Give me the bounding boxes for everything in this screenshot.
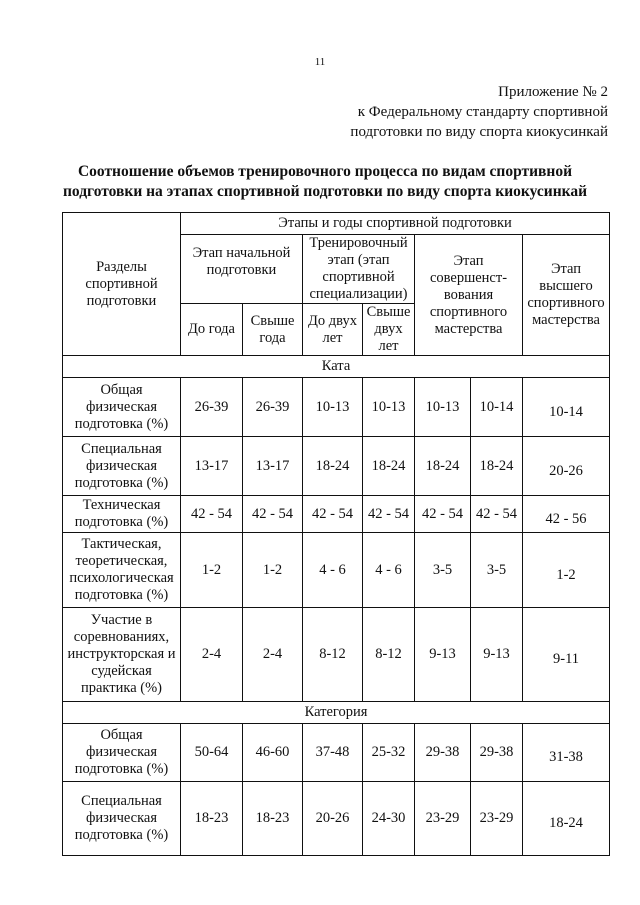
document-title [40, 162, 610, 202]
title-line-1: Соотношение объемов тренировочного процесса по видам спортивной [77, 163, 573, 180]
table-row [63, 496, 610, 533]
table-cell: 20-26 [303, 782, 363, 856]
table-cell: 13-17 [243, 437, 303, 496]
table-cell: 9-11 [523, 608, 610, 702]
row-label: Специальная физическая подготовка (%) [63, 437, 181, 496]
table-cell: 10-13 [303, 378, 363, 437]
table-cell: 3-5 [471, 533, 523, 608]
table-row [63, 437, 610, 496]
table-row [63, 378, 610, 437]
table-cell: 26-39 [181, 378, 243, 437]
table-row [63, 608, 610, 702]
section-kata: Ката [63, 356, 610, 378]
header-sections: Разделы спортивной подготовки [63, 213, 181, 356]
training-ratio-table [62, 212, 610, 856]
table-cell: 25-32 [363, 724, 415, 782]
table-cell: 4 - 6 [303, 533, 363, 608]
table-cell: 20-26 [523, 437, 610, 496]
table-cell: 42 - 54 [471, 496, 523, 533]
table-cell: 18-24 [471, 437, 523, 496]
section-category: Категория [63, 702, 610, 724]
table-cell: 42 - 56 [523, 496, 610, 533]
table-cell: 24-30 [363, 782, 415, 856]
table-cell: 13-17 [181, 437, 243, 496]
header-stage-improvement: Этап совершенст-вования спортивного мастерства [415, 235, 523, 356]
table-cell: 1-2 [523, 533, 610, 608]
table-cell: 1-2 [181, 533, 243, 608]
table-cell: 10-13 [363, 378, 415, 437]
title-line-2: подготовки на этапах спортивной подготовки по виду спорта киокусинкай [62, 183, 588, 200]
table-cell: 18-24 [523, 782, 610, 856]
appendix-line-3: подготовки по виду спорта киокусинкай [350, 124, 608, 140]
table-cell: 3-5 [415, 533, 471, 608]
header-over-year: Свыше года [243, 304, 303, 356]
table-cell: 2-4 [243, 608, 303, 702]
table-cell: 1-2 [243, 533, 303, 608]
header-stage-training: Тренировочный этап (этап спортивной специализации) [303, 235, 415, 304]
table-cell: 42 - 54 [415, 496, 471, 533]
table-cell: 8-12 [363, 608, 415, 702]
table-cell: 18-24 [363, 437, 415, 496]
table-cell: 42 - 54 [303, 496, 363, 533]
table-cell: 9-13 [415, 608, 471, 702]
table-cell: 10-14 [523, 378, 610, 437]
table-row [63, 533, 610, 608]
table-cell: 31-38 [523, 724, 610, 782]
table-cell: 8-12 [303, 608, 363, 702]
table-cell: 29-38 [471, 724, 523, 782]
header-stage-initial: Этап начальной подготовки [181, 235, 303, 304]
table-cell: 18-23 [243, 782, 303, 856]
table-cell: 37-48 [303, 724, 363, 782]
table-cell: 23-29 [471, 782, 523, 856]
table-cell: 42 - 54 [181, 496, 243, 533]
row-label: Специальная физическая подготовка (%) [63, 782, 181, 856]
header-stage-highest: Этап высшего спортивного мастерства [523, 235, 610, 356]
row-label: Тактическая, теоретическая, психологическая подготовка (%) [63, 533, 181, 608]
row-label: Общая физическая подготовка (%) [63, 724, 181, 782]
table-row [63, 782, 610, 856]
row-label: Техническая подготовка (%) [63, 496, 181, 533]
table-cell: 10-13 [415, 378, 471, 437]
table-cell: 42 - 54 [363, 496, 415, 533]
appendix-line-1: Приложение № 2 [498, 84, 608, 100]
header-over-two-years: Свыше двух лет [363, 304, 415, 356]
table-cell: 23-29 [415, 782, 471, 856]
page-number: 11 [314, 56, 326, 68]
table-cell: 29-38 [415, 724, 471, 782]
row-label: Общая физическая подготовка (%) [63, 378, 181, 437]
appendix-line-2: к Федеральному стандарту спортивной [357, 104, 608, 120]
table-cell: 18-23 [181, 782, 243, 856]
category-rows [63, 724, 610, 856]
table-cell: 50-64 [181, 724, 243, 782]
header-up-to-year: До года [181, 304, 243, 356]
table-cell: 18-24 [415, 437, 471, 496]
header-up-to-two-years: До двух лет [303, 304, 363, 356]
table-cell: 42 - 54 [243, 496, 303, 533]
table-cell: 4 - 6 [363, 533, 415, 608]
header-stages-group: Этапы и годы спортивной подготовки [181, 213, 610, 235]
table-cell: 2-4 [181, 608, 243, 702]
table-cell: 46-60 [243, 724, 303, 782]
appendix-header [350, 82, 608, 142]
table-row [63, 724, 610, 782]
table-cell: 9-13 [471, 608, 523, 702]
table-cell: 10-14 [471, 378, 523, 437]
table-cell: 26-39 [243, 378, 303, 437]
table-cell: 18-24 [303, 437, 363, 496]
row-label: Участие в соревнованиях, инструкторская и судейская практика (%) [63, 608, 181, 702]
kata-rows [63, 378, 610, 702]
